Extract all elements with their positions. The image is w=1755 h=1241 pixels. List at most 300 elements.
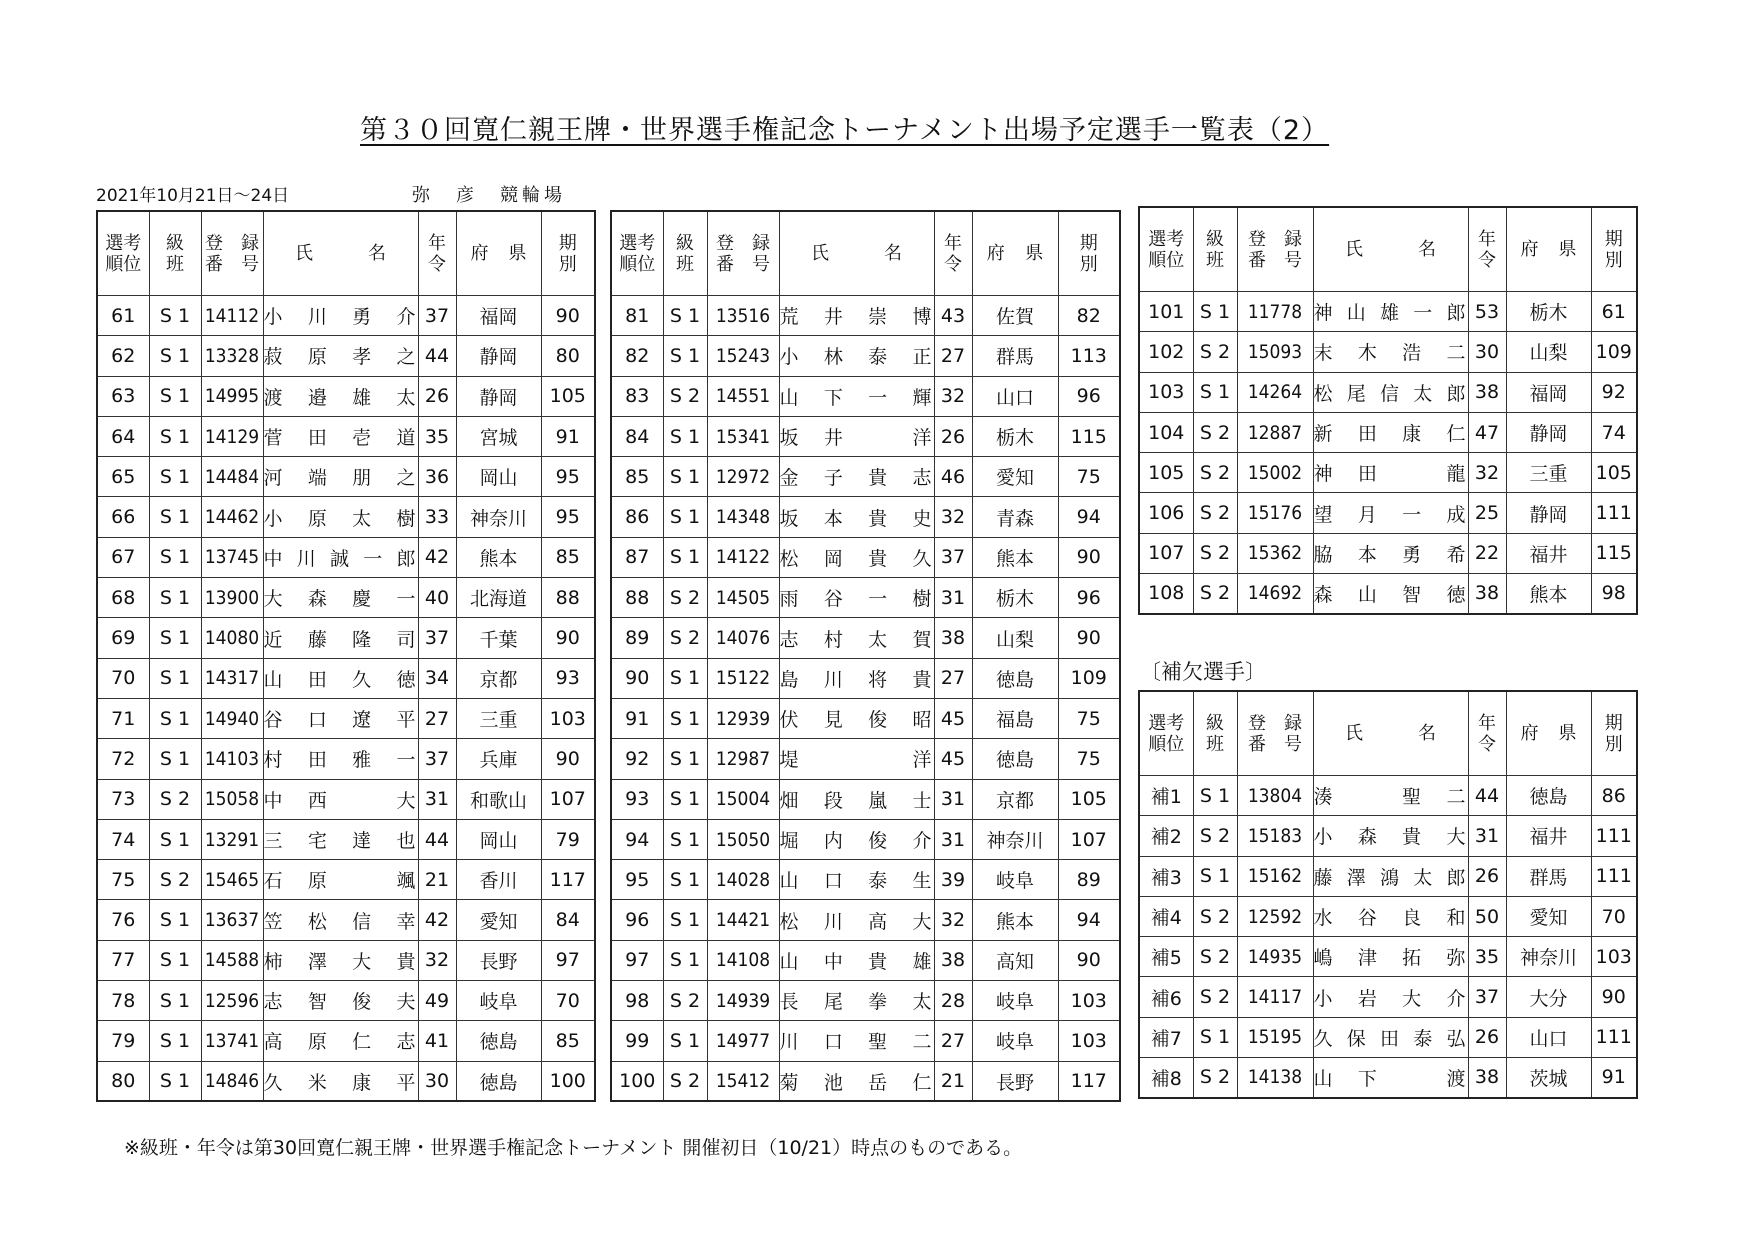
cell-pref: 岡山 (456, 457, 541, 497)
cell-class: S 1 (149, 1061, 201, 1101)
cell-class: S 1 (663, 698, 707, 738)
cell-name: 志村太賀 (779, 618, 934, 658)
table-row (611, 457, 1120, 497)
table-row (611, 416, 1120, 456)
cell-age: 32 (934, 376, 972, 416)
cell-term: 61 (1591, 292, 1637, 332)
cell-class: S 1 (149, 940, 201, 980)
cell-rank: 103 (1139, 372, 1193, 412)
cell-pref: 熊本 (972, 900, 1058, 940)
cell-age: 32 (934, 900, 972, 940)
cell-term: 111 (1591, 856, 1637, 896)
table-row (97, 1021, 595, 1061)
cell-reg: 14080 (201, 618, 263, 658)
table-row (97, 578, 595, 618)
cell-rank: 66 (97, 497, 149, 537)
cell-class: S 1 (1193, 372, 1237, 412)
cell-class: S 1 (149, 296, 201, 336)
cell-age: 22 (1468, 533, 1506, 573)
cell-term: 74 (1591, 412, 1637, 452)
table-row (1139, 896, 1637, 936)
cell-term: 94 (1058, 900, 1120, 940)
cell-rank: 69 (97, 618, 149, 658)
cell-name: 松岡貴久 (779, 537, 934, 577)
cell-age: 44 (418, 336, 456, 376)
cell-term: 90 (1058, 618, 1120, 658)
cell-pref: 茨城 (1506, 1058, 1591, 1098)
cell-reg: 15412 (707, 1061, 779, 1101)
cell-rank: 補1 (1139, 776, 1193, 816)
cell-name: 高原仁志 (263, 1021, 418, 1061)
cell-reg: 15002 (1237, 453, 1313, 493)
cell-age: 37 (418, 296, 456, 336)
cell-rank: 補8 (1139, 1058, 1193, 1098)
cell-rank: 94 (611, 819, 663, 859)
table-row (1139, 776, 1637, 816)
cell-reg: 15195 (1237, 1017, 1313, 1057)
table-row (97, 698, 595, 738)
cell-class: S 1 (663, 779, 707, 819)
cell-reg: 15465 (201, 860, 263, 900)
cell-pref: 山梨 (1506, 332, 1591, 372)
cell-class: S 1 (663, 860, 707, 900)
cell-term: 90 (541, 618, 595, 658)
header-row (1139, 691, 1637, 776)
header-name: 氏 名 (779, 211, 934, 296)
cell-reg: 14138 (1237, 1058, 1313, 1098)
cell-class: S 1 (663, 739, 707, 779)
cell-pref: 静岡 (1506, 412, 1591, 452)
cell-pref: 長野 (456, 940, 541, 980)
cell-rank: 77 (97, 940, 149, 980)
cell-class: S 2 (1193, 533, 1237, 573)
cell-rank: 107 (1139, 533, 1193, 573)
table-row (97, 416, 595, 456)
cell-term: 117 (541, 860, 595, 900)
cell-name: 三宅達也 (263, 819, 418, 859)
cell-class: S 1 (149, 497, 201, 537)
cell-rank: 86 (611, 497, 663, 537)
cell-age: 46 (934, 457, 972, 497)
cell-reg: 14122 (707, 537, 779, 577)
cell-reg: 14129 (201, 416, 263, 456)
cell-class: S 1 (663, 537, 707, 577)
table-row (97, 940, 595, 980)
table-row (611, 1061, 1120, 1101)
cell-rank: 104 (1139, 412, 1193, 452)
cell-class: S 1 (663, 940, 707, 980)
cell-term: 85 (541, 537, 595, 577)
cell-reg: 12596 (201, 981, 263, 1021)
cell-age: 38 (1468, 574, 1506, 614)
cell-class: S 2 (1193, 937, 1237, 977)
cell-rank: 75 (97, 860, 149, 900)
cell-name: 志智俊夫 (263, 981, 418, 1021)
cell-pref: 徳島 (456, 1021, 541, 1061)
header-rank: 選考 順位 (1139, 691, 1193, 776)
cell-age: 32 (934, 497, 972, 537)
header-reg: 登 録 番 号 (1237, 691, 1313, 776)
cell-reg: 15341 (707, 416, 779, 456)
reserve-section-label: 〔補欠選手〕 (1140, 660, 1266, 684)
cell-class: S 1 (149, 416, 201, 456)
cell-reg: 12939 (707, 698, 779, 738)
table-row (611, 296, 1120, 336)
table-row (1139, 816, 1637, 856)
cell-pref: 山梨 (972, 618, 1058, 658)
cell-pref: 神奈川 (1506, 937, 1591, 977)
cell-pref: 熊本 (1506, 574, 1591, 614)
cell-reg: 13900 (201, 578, 263, 618)
cell-pref: 北海道 (456, 578, 541, 618)
cell-age: 43 (934, 296, 972, 336)
cell-name: 渡邉雄太 (263, 376, 418, 416)
cell-reg: 11778 (1237, 292, 1313, 332)
cell-pref: 岐阜 (456, 981, 541, 1021)
cell-name: 小原太樹 (263, 497, 418, 537)
cell-rank: 100 (611, 1061, 663, 1101)
cell-reg: 12887 (1237, 412, 1313, 452)
header-reg: 登 録 番 号 (201, 211, 263, 296)
cell-pref: 京都 (972, 779, 1058, 819)
cell-class: S 1 (663, 900, 707, 940)
cell-pref: 徳島 (456, 1061, 541, 1101)
cell-rank: 74 (97, 819, 149, 859)
roster-table-81-100 (610, 210, 1121, 1102)
cell-class: S 1 (663, 336, 707, 376)
cell-name: 湊 聖二 (1313, 776, 1468, 816)
table-row (611, 739, 1120, 779)
cell-pref: 福井 (1506, 816, 1591, 856)
cell-reg: 14935 (1237, 937, 1313, 977)
cell-pref: 群馬 (1506, 856, 1591, 896)
cell-name: 小森貴大 (1313, 816, 1468, 856)
cell-term: 82 (1058, 296, 1120, 336)
cell-age: 45 (934, 698, 972, 738)
table-row (611, 497, 1120, 537)
table-row (611, 537, 1120, 577)
cell-reg: 14108 (707, 940, 779, 980)
cell-reg: 15183 (1237, 816, 1313, 856)
cell-age: 49 (418, 981, 456, 1021)
cell-name: 山口泰生 (779, 860, 934, 900)
cell-class: S 1 (1193, 856, 1237, 896)
cell-term: 109 (1591, 332, 1637, 372)
table-row (97, 296, 595, 336)
header-age: 年 令 (1468, 207, 1506, 292)
cell-class: S 2 (1193, 977, 1237, 1017)
cell-class: S 1 (149, 1021, 201, 1061)
cell-age: 30 (418, 1061, 456, 1101)
cell-rank: 70 (97, 658, 149, 698)
cell-name: 堀内俊介 (779, 819, 934, 859)
cell-class: S 2 (149, 860, 201, 900)
header-class: 級 班 (1193, 207, 1237, 292)
cell-pref: 神奈川 (972, 819, 1058, 859)
cell-class: S 1 (663, 296, 707, 336)
table-row (611, 658, 1120, 698)
cell-pref: 群馬 (972, 336, 1058, 376)
cell-age: 21 (418, 860, 456, 900)
cell-age: 32 (1468, 453, 1506, 493)
cell-term: 111 (1591, 1017, 1637, 1057)
cell-name: 笠松信幸 (263, 900, 418, 940)
cell-age: 42 (418, 537, 456, 577)
cell-reg: 15122 (707, 658, 779, 698)
cell-rank: 95 (611, 860, 663, 900)
cell-reg: 14939 (707, 981, 779, 1021)
cell-age: 27 (934, 1021, 972, 1061)
table-row (97, 900, 595, 940)
cell-rank: 78 (97, 981, 149, 1021)
cell-term: 91 (541, 416, 595, 456)
cell-class: S 2 (663, 1061, 707, 1101)
cell-class: S 1 (149, 376, 201, 416)
cell-name: 石原 颯 (263, 860, 418, 900)
cell-term: 105 (541, 376, 595, 416)
cell-pref: 青森 (972, 497, 1058, 537)
cell-age: 31 (418, 779, 456, 819)
cell-term: 103 (1591, 937, 1637, 977)
header-rank: 選考 順位 (97, 211, 149, 296)
cell-class: S 1 (149, 537, 201, 577)
cell-pref: 徳島 (972, 658, 1058, 698)
cell-name: 小岩大介 (1313, 977, 1468, 1017)
cell-age: 44 (418, 819, 456, 859)
cell-name: 神山雄一郎 (1313, 292, 1468, 332)
table-row (611, 1021, 1120, 1061)
header-pref: 府 県 (1506, 207, 1591, 292)
table-row (611, 578, 1120, 618)
cell-reg: 14846 (201, 1061, 263, 1101)
cell-pref: 三重 (456, 698, 541, 738)
table-row (611, 819, 1120, 859)
cell-age: 38 (1468, 1058, 1506, 1098)
cell-pref: 愛知 (456, 900, 541, 940)
cell-class: S 2 (1193, 896, 1237, 936)
header-name: 氏 名 (1313, 691, 1468, 776)
cell-rank: 63 (97, 376, 149, 416)
cell-class: S 2 (1193, 574, 1237, 614)
cell-reg: 13291 (201, 819, 263, 859)
cell-pref: 愛知 (1506, 896, 1591, 936)
cell-reg: 14317 (201, 658, 263, 698)
cell-age: 38 (934, 618, 972, 658)
cell-name: 堤 洋 (779, 739, 934, 779)
cell-age: 31 (934, 578, 972, 618)
table-row (97, 1061, 595, 1101)
reserve-table (1138, 690, 1638, 1099)
cell-age: 38 (934, 940, 972, 980)
table-row (1139, 453, 1637, 493)
cell-reg: 14551 (707, 376, 779, 416)
cell-class: S 2 (149, 779, 201, 819)
cell-reg: 15162 (1237, 856, 1313, 896)
cell-class: S 1 (149, 618, 201, 658)
cell-rank: 71 (97, 698, 149, 738)
cell-reg: 14977 (707, 1021, 779, 1061)
cell-term: 89 (1058, 860, 1120, 900)
cell-term: 96 (1058, 376, 1120, 416)
table-row (611, 940, 1120, 980)
cell-name: 望月一成 (1313, 493, 1468, 533)
table-row (611, 698, 1120, 738)
cell-name: 中川誠一郎 (263, 537, 418, 577)
cell-pref: 和歌山 (456, 779, 541, 819)
cell-rank: 61 (97, 296, 149, 336)
cell-rank: 82 (611, 336, 663, 376)
cell-name: 松尾信太郎 (1313, 372, 1468, 412)
cell-term: 113 (1058, 336, 1120, 376)
cell-name: 柿澤大貴 (263, 940, 418, 980)
cell-class: S 1 (663, 658, 707, 698)
cell-name: 久米康平 (263, 1061, 418, 1101)
table-row (1139, 372, 1637, 412)
header-row (97, 211, 595, 296)
cell-term: 107 (541, 779, 595, 819)
cell-reg: 14103 (201, 739, 263, 779)
cell-age: 42 (418, 900, 456, 940)
cell-term: 79 (541, 819, 595, 859)
cell-term: 90 (1058, 537, 1120, 577)
cell-age: 27 (934, 336, 972, 376)
cell-pref: 徳島 (972, 739, 1058, 779)
cell-age: 38 (1468, 372, 1506, 412)
cell-rank: 105 (1139, 453, 1193, 493)
cell-pref: 高知 (972, 940, 1058, 980)
cell-term: 105 (1591, 453, 1637, 493)
cell-reg: 14995 (201, 376, 263, 416)
cell-rank: 87 (611, 537, 663, 577)
cell-pref: 山口 (1506, 1017, 1591, 1057)
cell-class: S 1 (663, 457, 707, 497)
cell-term: 96 (1058, 578, 1120, 618)
cell-age: 31 (934, 779, 972, 819)
cell-class: S 1 (149, 658, 201, 698)
cell-age: 37 (418, 739, 456, 779)
cell-rank: 76 (97, 900, 149, 940)
cell-term: 111 (1591, 816, 1637, 856)
table-row (611, 900, 1120, 940)
cell-name: 坂井 洋 (779, 416, 934, 456)
page-title: 第３０回寛仁親王牌・世界選手権記念トーナメント出場予定選手一覧表（2） (360, 115, 1330, 146)
cell-term: 117 (1058, 1061, 1120, 1101)
cell-pref: 栃木 (972, 578, 1058, 618)
cell-term: 95 (541, 497, 595, 537)
cell-name: 長尾拳太 (779, 981, 934, 1021)
cell-term: 75 (1058, 698, 1120, 738)
cell-pref: 千葉 (456, 618, 541, 658)
cell-age: 45 (934, 739, 972, 779)
cell-name: 久保田泰弘 (1313, 1017, 1468, 1057)
cell-name: 畑段嵐士 (779, 779, 934, 819)
header-term: 期 別 (1591, 691, 1637, 776)
cell-reg: 13328 (201, 336, 263, 376)
cell-rank: 101 (1139, 292, 1193, 332)
header-term: 期 別 (1058, 211, 1120, 296)
cell-age: 40 (418, 578, 456, 618)
cell-reg: 13745 (201, 537, 263, 577)
cell-class: S 2 (663, 376, 707, 416)
cell-reg: 15176 (1237, 493, 1313, 533)
cell-age: 27 (418, 698, 456, 738)
cell-rank: 68 (97, 578, 149, 618)
table-row (1139, 533, 1637, 573)
cell-name: 村田雅一 (263, 739, 418, 779)
cell-rank: 81 (611, 296, 663, 336)
cell-reg: 14505 (707, 578, 779, 618)
header-age: 年 令 (418, 211, 456, 296)
table-row (97, 376, 595, 416)
cell-reg: 14112 (201, 296, 263, 336)
cell-class: S 2 (1193, 453, 1237, 493)
header-age: 年 令 (934, 211, 972, 296)
cell-reg: 14462 (201, 497, 263, 537)
cell-pref: 兵庫 (456, 739, 541, 779)
table-row (97, 981, 595, 1021)
cell-reg: 12987 (707, 739, 779, 779)
cell-reg: 14076 (707, 618, 779, 658)
cell-term: 90 (1591, 977, 1637, 1017)
cell-rank: 補5 (1139, 937, 1193, 977)
cell-name: 川口聖二 (779, 1021, 934, 1061)
table-row (97, 537, 595, 577)
table-row (97, 457, 595, 497)
cell-pref: 福島 (972, 698, 1058, 738)
cell-term: 100 (541, 1061, 595, 1101)
cell-reg: 14588 (201, 940, 263, 980)
cell-pref: 岡山 (456, 819, 541, 859)
table-row (611, 376, 1120, 416)
cell-reg: 13804 (1237, 776, 1313, 816)
cell-term: 90 (541, 296, 595, 336)
table-row (1139, 493, 1637, 533)
cell-rank: 84 (611, 416, 663, 456)
cell-age: 26 (1468, 856, 1506, 896)
event-venue: 弥 彦 競輪場 (412, 185, 566, 206)
cell-class: S 1 (149, 981, 201, 1021)
header-reg: 登 録 番 号 (1237, 207, 1313, 292)
cell-name: 菅田壱道 (263, 416, 418, 456)
cell-name: 脇本勇希 (1313, 533, 1468, 573)
cell-term: 103 (1058, 1021, 1120, 1061)
cell-name: 小林泰正 (779, 336, 934, 376)
table-row (611, 779, 1120, 819)
cell-class: S 2 (663, 618, 707, 658)
cell-name: 末木浩二 (1313, 332, 1468, 372)
cell-class: S 2 (1193, 332, 1237, 372)
cell-reg: 14421 (707, 900, 779, 940)
cell-rank: 92 (611, 739, 663, 779)
cell-rank: 73 (97, 779, 149, 819)
cell-rank: 102 (1139, 332, 1193, 372)
cell-class: S 1 (149, 819, 201, 859)
cell-term: 111 (1591, 493, 1637, 533)
table-row (1139, 1017, 1637, 1057)
cell-rank: 85 (611, 457, 663, 497)
header-rank: 選考 順位 (1139, 207, 1193, 292)
cell-pref: 三重 (1506, 453, 1591, 493)
cell-pref: 岐阜 (972, 860, 1058, 900)
cell-term: 70 (1591, 896, 1637, 936)
cell-class: S 1 (149, 578, 201, 618)
cell-rank: 補4 (1139, 896, 1193, 936)
cell-pref: 愛知 (972, 457, 1058, 497)
table-row (1139, 292, 1637, 332)
cell-rank: 83 (611, 376, 663, 416)
cell-name: 荒井崇博 (779, 296, 934, 336)
header-rank: 選考 順位 (611, 211, 663, 296)
